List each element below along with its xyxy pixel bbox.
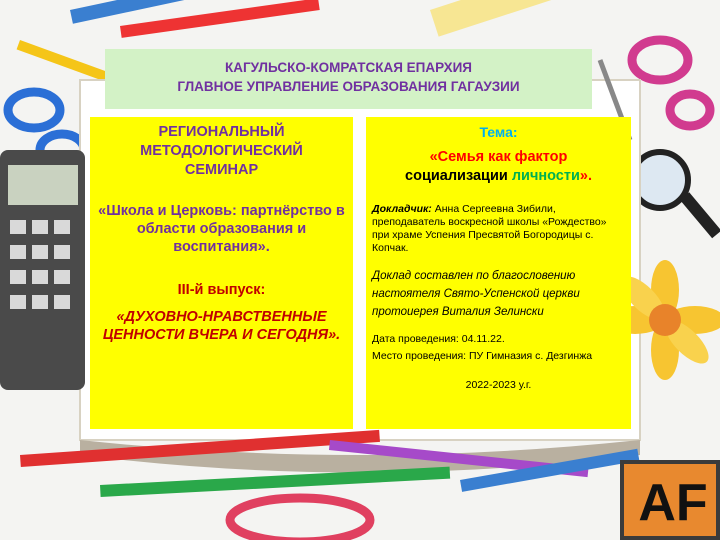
seminar-topic: «Школа и Церковь: партнёрство в области образования и воспитания». (98, 203, 345, 255)
blessing-note: Доклад составлен по благословению настоятеля Свято-Успенской церкви протоиерея Виталия Зелински (372, 270, 580, 318)
logo (630, 470, 716, 536)
seminar-title-line-1: РЕГИОНАЛЬНЫЙ (158, 124, 285, 140)
tema-quote-open: « (429, 149, 438, 165)
tema-word-personality: личности (511, 168, 580, 184)
event-place: Место проведения: ПУ Гимназия с. Дезгинжа (372, 350, 593, 362)
tema-title (372, 148, 625, 186)
tema-word-socialization: социализации (405, 168, 508, 184)
seminar-issue: III-й выпуск: (177, 282, 266, 298)
seminar-title-line-2: МЕТОДОЛОГИЧЕСКИЙ (140, 143, 303, 159)
tema-word-family: Семья (437, 149, 485, 165)
event-date: Дата проведения: 04.11.22. (372, 333, 505, 345)
speaker-label: Докладчик: (372, 203, 432, 215)
academic-year: 2022-2023 у.г. (465, 379, 532, 391)
header-education-department: ГЛАВНОЕ УПРАВЛЕНИЕ ОБРАЗОВАНИЯ ГАГАУЗИИ (177, 79, 520, 94)
report-panel (366, 117, 631, 429)
seminar-title-line-3: СЕМИНАР (184, 162, 259, 178)
event-details (372, 331, 625, 365)
speaker-info (372, 203, 625, 255)
speaker-text: Анна Сергеевна Зибили, преподаватель воскресной школы «Рождество» при храме Успения Пресвятой Богородицы с. Копчак. (372, 203, 607, 254)
header-banner (105, 49, 592, 109)
header-eparchy: КАГУЛЬСКО-КОМРАТСКАЯ ЕПАРХИЯ (224, 60, 473, 75)
seminar-subtitle: «ДУХОВНО-НРАВСТВЕННЫЕ ЦЕННОСТИ ВЧЕРА И СЕГОДНЯ». (102, 309, 341, 343)
tema-quote-close: ». (579, 168, 592, 184)
logo-text: AF (638, 474, 708, 532)
seminar-panel (90, 117, 353, 429)
tema-word-factor: как фактор (488, 149, 568, 165)
tema-label: Тема: (479, 124, 518, 140)
